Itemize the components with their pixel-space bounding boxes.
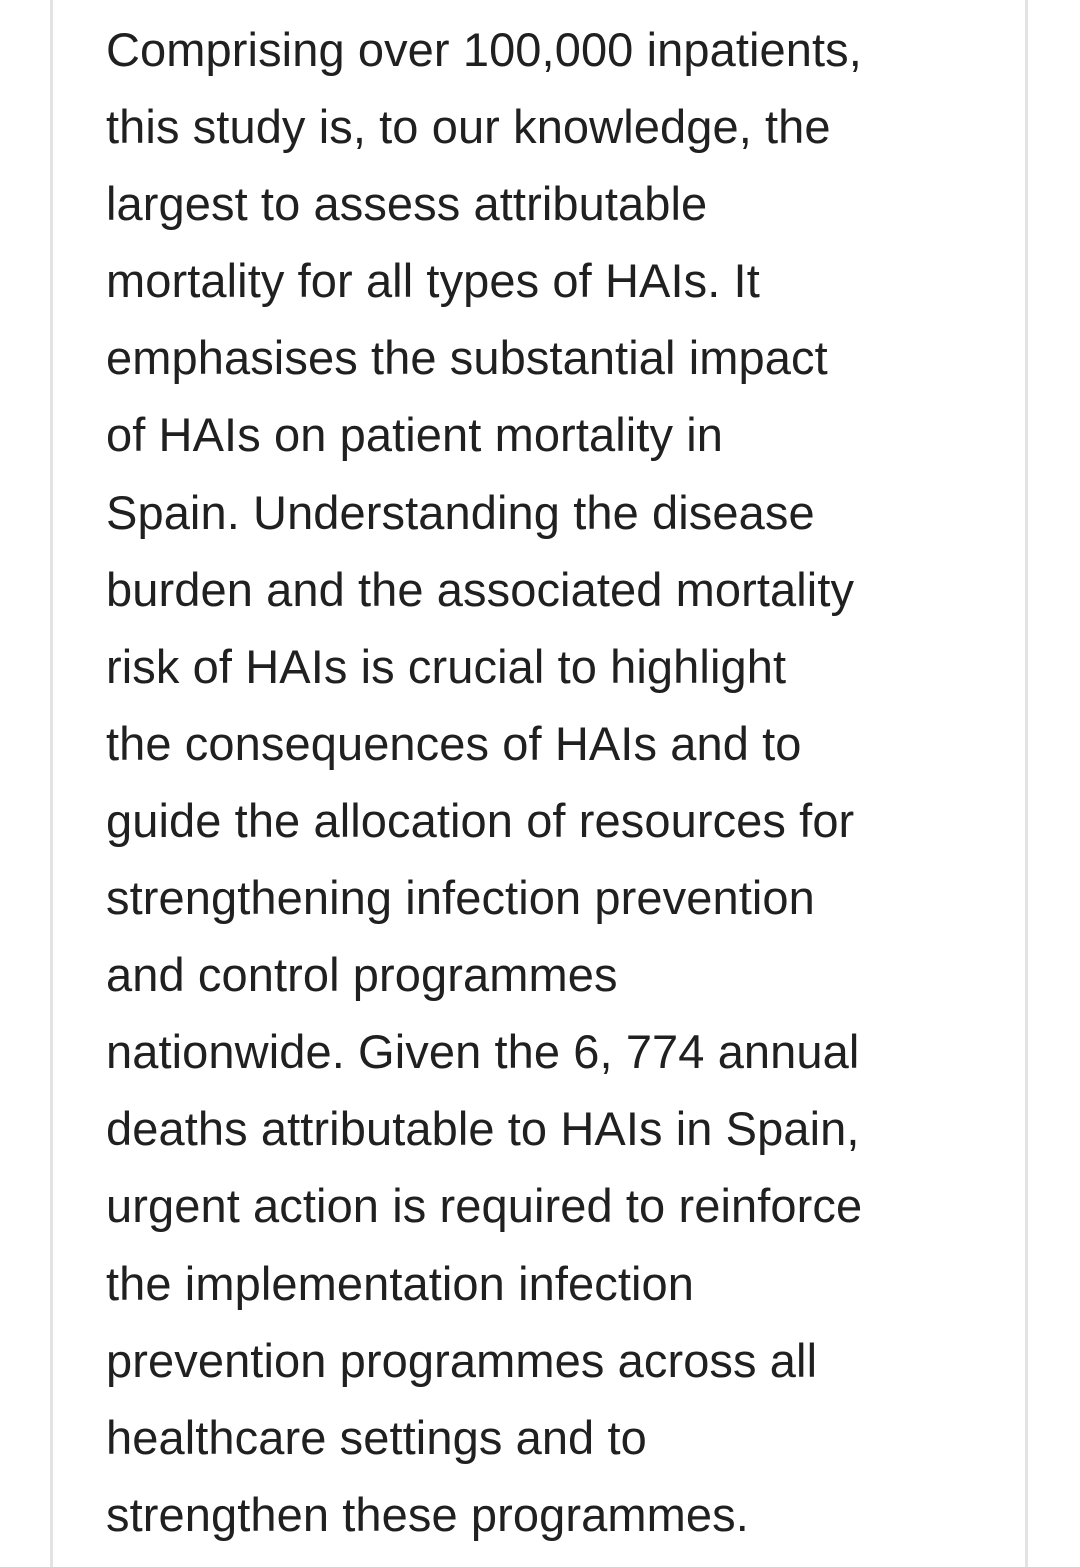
paragraph-line: guide the allocation of resources for xyxy=(106,793,855,847)
paragraph-line: largest to assess attributable xyxy=(106,177,708,231)
paragraph-line: prevention programmes across all xyxy=(106,1333,818,1387)
paragraph-line: healthcare settings and to xyxy=(106,1410,647,1464)
paragraph-line: this study is, to our knowledge, the xyxy=(106,100,831,154)
paragraph-line: nationwide. Given the 6, 774 annual xyxy=(106,1025,860,1079)
paragraph-line: burden and the associated mortality xyxy=(106,562,855,616)
paragraph-line: the implementation infection xyxy=(106,1256,695,1310)
paragraph-line: Comprising over 100,000 inpatients, xyxy=(106,23,862,76)
article-paragraph xyxy=(106,11,1006,1553)
paragraph-line: mortality for all types of HAIs. It xyxy=(106,254,760,308)
paragraph-line: urgent action is required to reinforce xyxy=(106,1179,863,1233)
right-content-border xyxy=(1025,0,1028,1567)
paragraph-line: risk of HAIs is crucial to highlight xyxy=(106,639,787,693)
paragraph-line: emphasises the substantial impact xyxy=(106,331,828,385)
paragraph-line: of HAIs on patient mortality in xyxy=(106,408,723,462)
paragraph-line: strengthening infection prevention xyxy=(106,871,815,925)
paragraph-line: Spain. Understanding the disease xyxy=(106,485,815,539)
paragraph-line: strengthen these programmes. xyxy=(106,1487,749,1541)
paragraph-line: deaths attributable to HAIs in Spain, xyxy=(106,1102,860,1156)
left-content-border xyxy=(50,0,53,1567)
paragraph-line: and control programmes xyxy=(106,948,618,1002)
paragraph-line: the consequences of HAIs and to xyxy=(106,716,802,770)
